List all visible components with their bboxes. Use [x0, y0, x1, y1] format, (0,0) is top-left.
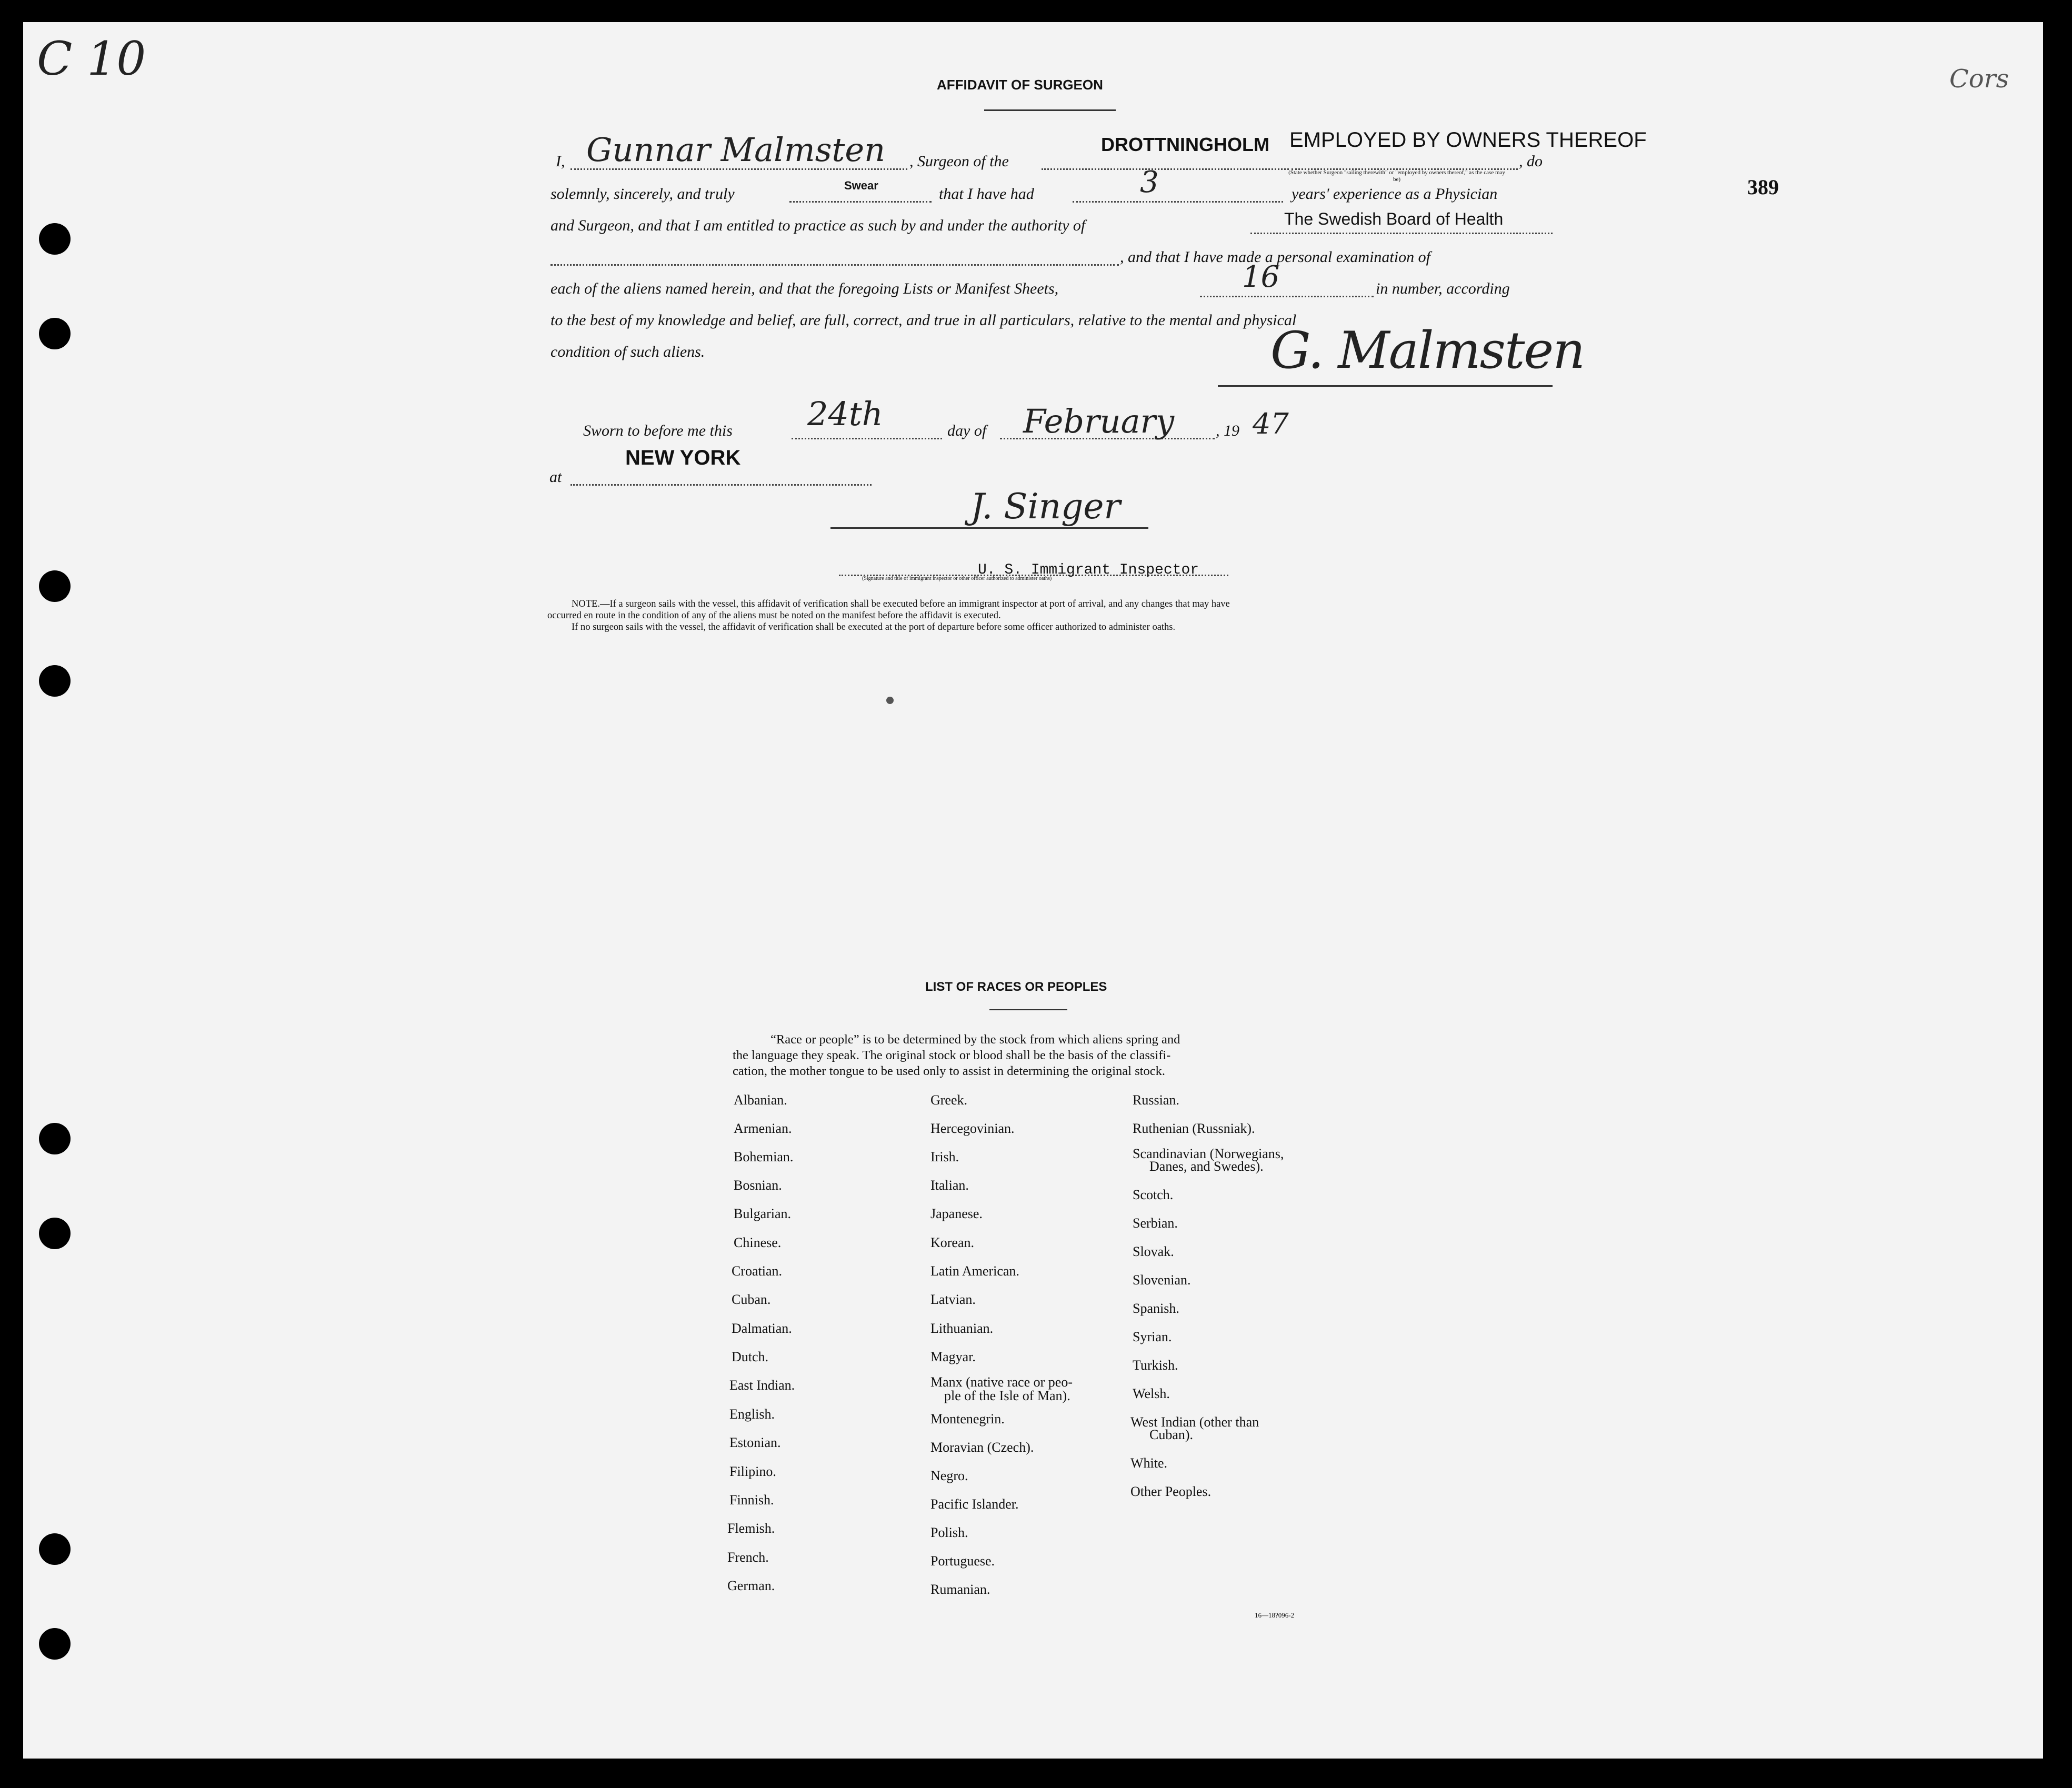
- authority-value: The Swedish Board of Health: [1284, 209, 1504, 228]
- race-entry: Scandinavian (Norwegians,: [1133, 1146, 1284, 1161]
- authority-continuation-line: [550, 263, 1119, 266]
- punch-hole: [39, 1218, 71, 1249]
- race-entry: Irish.: [930, 1149, 959, 1164]
- race-entry: English.: [729, 1407, 775, 1422]
- race-entry: Other Peoples.: [1130, 1484, 1212, 1499]
- race-entry: Korean.: [930, 1235, 975, 1250]
- text-personal-exam: , and that I have made a personal examination of: [1120, 248, 1430, 266]
- text-at: at: [549, 468, 562, 486]
- document-page: [23, 22, 2043, 1759]
- race-entry: Magyar.: [930, 1349, 976, 1364]
- race-entry: Cuban.: [732, 1292, 771, 1307]
- inspector-caption: (Signature and title of immigrant inspector or other officer authorized to administer oaths): [862, 576, 1052, 581]
- race-entry: Greek.: [930, 1092, 968, 1108]
- place-field-line: [570, 483, 872, 486]
- sworn-day: 24th: [807, 395, 883, 433]
- sworn-month: February: [1023, 402, 1175, 440]
- text-have-had: that I have had: [939, 185, 1034, 203]
- race-entry: Filipino.: [729, 1464, 776, 1479]
- form-number: 16—18?096-2: [1255, 1611, 1295, 1619]
- year-prefix: , 19: [1216, 422, 1239, 439]
- race-entry: Estonian.: [729, 1435, 781, 1450]
- race-entry: Bosnian.: [734, 1178, 782, 1193]
- race-entry: Syrian.: [1133, 1329, 1172, 1344]
- race-entry: Cuban).: [1149, 1427, 1194, 1442]
- race-entry: Russian.: [1133, 1092, 1179, 1108]
- text-condition: condition of such aliens.: [550, 343, 705, 360]
- race-entry: Scotch.: [1133, 1187, 1174, 1202]
- sheets-field-line: [1200, 295, 1374, 297]
- race-entry: Dutch.: [732, 1349, 769, 1364]
- races-title-underline: [989, 1009, 1067, 1010]
- race-entry: Manx (native race or peo-: [930, 1374, 1073, 1390]
- race-entry: Italian.: [930, 1178, 969, 1193]
- race-entry: Bohemian.: [734, 1149, 794, 1164]
- race-entry: Negro.: [930, 1468, 968, 1483]
- text-each-alien: each of the aliens named herein, and that the foregoing Lists or Manifest Sheets,: [550, 280, 1059, 297]
- note-line-2: occurred en route in the condition of any of the aliens must be noted on the manifest before the affidavit is executed.: [547, 610, 1001, 621]
- text-i: I,: [556, 153, 565, 170]
- race-entry: Latin American.: [930, 1263, 1019, 1279]
- race-entry: French.: [727, 1550, 769, 1565]
- employment-status: EMPLOYED BY OWNERS THEREOF: [1289, 128, 1647, 152]
- years-value: 3: [1140, 165, 1159, 199]
- races-intro-line-2: the language they speak. The original stock or blood shall be the basis of the classifi-: [733, 1048, 1171, 1062]
- surgeon-signature: G. Malmsten: [1270, 321, 1585, 380]
- punch-hole: [39, 1628, 71, 1660]
- punch-hole: [39, 1123, 71, 1154]
- text-day-of: day of: [947, 422, 987, 439]
- employment-note: (State whether Surgeon "sailing therewith" or "employed by owners thereof," as the case may be): [1288, 169, 1505, 183]
- race-entry: Moravian (Czech).: [930, 1440, 1034, 1455]
- inspector-signature: J. Singer: [970, 486, 1120, 527]
- oath-word: Swear: [844, 179, 878, 192]
- inspector-signature-line: [830, 527, 1148, 529]
- race-entry: Rumanian.: [930, 1582, 990, 1597]
- race-entry: Finnish.: [729, 1492, 774, 1508]
- race-entry: Spanish.: [1133, 1301, 1179, 1316]
- race-entry: Chinese.: [734, 1235, 782, 1250]
- race-entry: Ruthenian (Russniak).: [1133, 1121, 1255, 1136]
- oath-field-line: [789, 200, 932, 203]
- text-years-exp: years' experience as a Physician: [1292, 185, 1498, 203]
- race-entry: Slovak.: [1133, 1244, 1174, 1259]
- races-title: LIST OF RACES OR PEOPLES: [925, 980, 1107, 994]
- text-and-surgeon: and Surgeon, and that I am entitled to practice as such by and under the authority of: [550, 217, 1086, 234]
- race-entry: Albanian.: [734, 1092, 787, 1108]
- punch-hole: [39, 570, 71, 602]
- text-sworn: Sworn to before me this: [583, 422, 733, 439]
- stray-mark: [886, 697, 894, 704]
- punch-hole: [39, 1533, 71, 1565]
- vessel-name: DROTTNINGHOLM: [1101, 134, 1269, 155]
- surgeon-name: Gunnar Malmsten: [586, 130, 886, 169]
- race-entry: Slovenian.: [1133, 1272, 1191, 1288]
- race-entry: Pacific Islander.: [930, 1496, 1019, 1512]
- day-field-line: [792, 437, 942, 439]
- race-entry: West Indian (other than: [1130, 1414, 1259, 1430]
- sworn-place: NEW YORK: [625, 446, 741, 469]
- race-entry: Danes, and Swedes).: [1149, 1159, 1264, 1174]
- text-solemnly: solemnly, sincerely, and truly: [550, 185, 735, 203]
- punch-hole: [39, 223, 71, 255]
- corner-mark-top-right: Cors: [1949, 64, 2009, 94]
- sheets-value: 16: [1242, 260, 1280, 294]
- race-entry: Japanese.: [930, 1206, 983, 1221]
- race-entry: Croatian.: [732, 1263, 783, 1279]
- corner-mark-top-left: C 10: [37, 32, 146, 86]
- text-surgeon-of: , Surgeon of the: [909, 153, 1009, 170]
- race-entry: Portuguese.: [930, 1553, 995, 1569]
- signature-line: [1218, 385, 1553, 387]
- race-entry: Montenegrin.: [930, 1411, 1005, 1427]
- race-entry: White.: [1130, 1455, 1168, 1471]
- sworn-year-suffix: 47: [1253, 407, 1289, 440]
- race-entry: Turkish.: [1133, 1358, 1178, 1373]
- punch-hole: [39, 318, 71, 349]
- race-entry: Hercegovinian.: [930, 1121, 1015, 1136]
- race-entry: Lithuanian.: [930, 1321, 994, 1336]
- race-entry: Welsh.: [1133, 1386, 1170, 1401]
- note-line-3: If no surgeon sails with the vessel, the affidavit of verification shall be executed at the port of departure before some officer authorized to administer oaths.: [572, 622, 1176, 632]
- page-number: 389: [1747, 175, 1779, 199]
- races-intro-line-1: “Race or people” is to be determined by the stock from which aliens spring and: [770, 1032, 1180, 1047]
- race-entry: East Indian.: [729, 1378, 795, 1393]
- race-entry: ple of the Isle of Man).: [944, 1388, 1070, 1403]
- race-entry: Bulgarian.: [734, 1206, 792, 1221]
- race-entry: Polish.: [930, 1525, 968, 1540]
- authority-field-line: [1250, 232, 1553, 234]
- affidavit-title: AFFIDAVIT OF SURGEON: [937, 77, 1103, 93]
- note-line-1: NOTE.—If a surgeon sails with the vessel, this affidavit of verification shall be executed before an immigrant inspector at port of arrival, and any changes that may have: [572, 599, 1230, 609]
- inspector-title: U. S. Immigrant Inspector: [978, 562, 1199, 578]
- title-underline: [984, 109, 1116, 111]
- race-entry: Armenian.: [734, 1121, 792, 1136]
- races-intro-line-3: cation, the mother tongue to be used only to assist in determining the original stock.: [733, 1064, 1165, 1078]
- race-entry: Dalmatian.: [732, 1321, 792, 1336]
- text-in-number: in number, according: [1376, 280, 1510, 297]
- race-entry: Flemish.: [727, 1521, 775, 1536]
- years-field-line: [1073, 200, 1283, 203]
- text-best-knowledge: to the best of my knowledge and belief, are full, correct, and true in all particulars, relative to the mental and physical: [550, 312, 1297, 329]
- race-entry: Latvian.: [930, 1292, 976, 1307]
- race-entry: Serbian.: [1133, 1216, 1178, 1231]
- vessel-field-line: [1042, 167, 1289, 170]
- race-entry: German.: [727, 1578, 775, 1593]
- punch-hole: [39, 665, 71, 697]
- text-do: , do: [1519, 153, 1543, 170]
